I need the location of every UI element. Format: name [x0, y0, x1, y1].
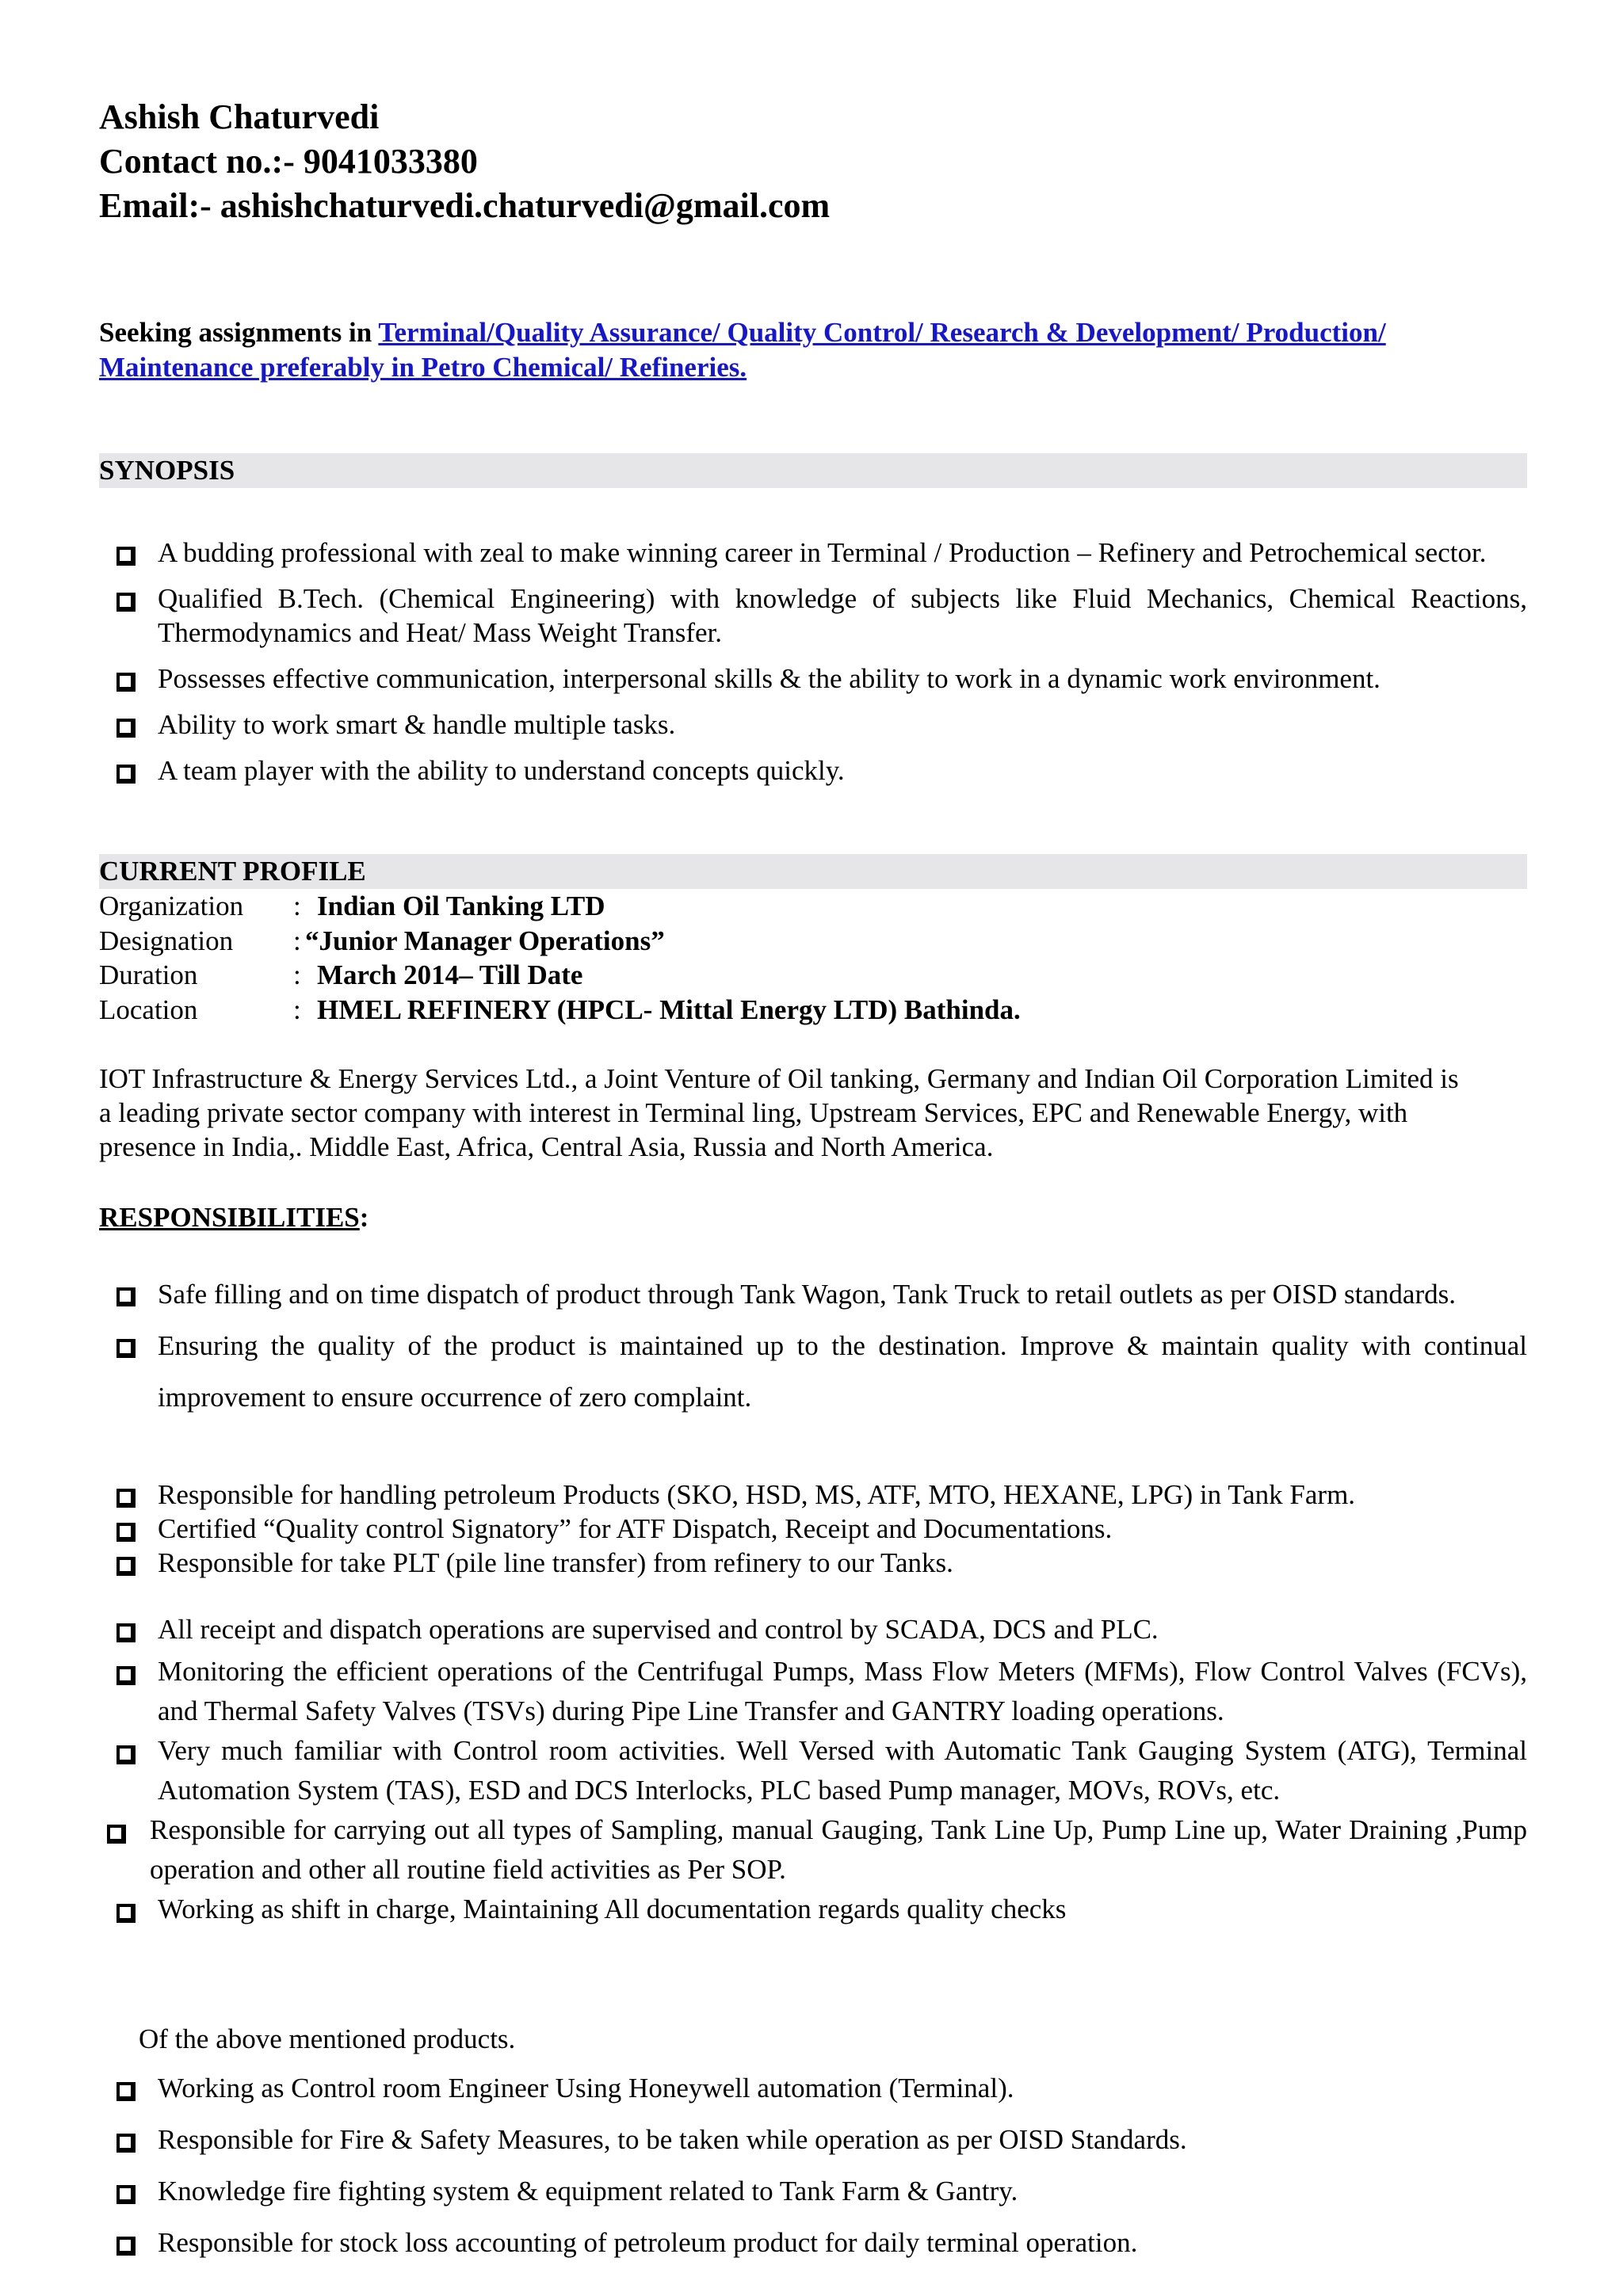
- seeking-prefix: Seeking assignments in: [99, 317, 379, 348]
- responsibilities-list-4: [99, 2071, 1527, 2260]
- responsibility-item: Safe filling and on time dispatch of product through Tank Wagon, Tank Truck to retail outlets as per OISD standards.: [99, 1268, 1527, 1320]
- checkbox-bullet-icon: [116, 1287, 136, 1306]
- checkbox-bullet-icon: [116, 1489, 136, 1508]
- checkbox-bullet-icon: [116, 765, 136, 784]
- responsibility-item: Responsible for handling petroleum Products (SKO, HSD, MS, ATF, MTO, HEXANE, LPG) in Tank Farm.: [99, 1478, 1527, 1512]
- current-profile-heading: CURRENT PROFILE: [99, 854, 1527, 889]
- contact-number: Contact no.:- 9041033380: [99, 142, 478, 181]
- responsibility-item: Very much familiar with Control room activities. Well Versed with Automatic Tank Gauging System (ATG), Terminal Automation System (TAS), ESD and DCS Interlocks, PLC based Pump manager, MOVs, ROVs, etc.: [99, 1731, 1527, 1810]
- synopsis-item: Qualified B.Tech. (Chemical Engineering) with knowledge of subjects like Fluid Mechanics, Chemical Reactions, Thermodynamics and Heat/ Mass Weight Transfer.: [99, 582, 1527, 650]
- checkbox-bullet-icon: [116, 1745, 136, 1764]
- synopsis-list: [99, 536, 1527, 788]
- responsibility-item: Responsible for stock loss accounting of petroleum product for daily terminal operation.: [99, 2225, 1527, 2260]
- checkbox-bullet-icon: [116, 2185, 136, 2204]
- synopsis-item: A team player with the ability to understand concepts quickly.: [99, 753, 1527, 788]
- synopsis-item: Ability to work smart & handle multiple tasks.: [99, 707, 1527, 742]
- responsibility-item: Working as shift in charge, Maintaining All documentation regards quality checks: [99, 1890, 1527, 1929]
- responsibility-item: Ensuring the quality of the product is maintained up to the destination. Improve & maintain quality with continual improvement to ensure occurrence of zero complaint.: [99, 1320, 1527, 1423]
- checkbox-bullet-icon: [116, 1339, 136, 1358]
- checkbox-bullet-icon: [116, 1557, 136, 1576]
- checkbox-bullet-icon: [116, 673, 136, 692]
- checkbox-bullet-icon: [116, 1623, 136, 1642]
- seeking-link-line2[interactable]: Maintenance preferably in Petro Chemical/ Refineries.: [99, 352, 747, 383]
- checkbox-bullet-icon: [116, 1523, 136, 1542]
- synopsis-heading: SYNOPSIS: [99, 453, 1527, 488]
- seeking-statement: [99, 315, 1527, 385]
- checkbox-bullet-icon: [116, 2237, 136, 2256]
- responsibility-continuation: Of the above mentioned products.: [139, 2023, 516, 2054]
- profile-row-organization: Organization : Indian Oil Tanking LTD: [99, 891, 605, 921]
- email-address: Email:- ashishchaturvedi.chaturvedi@gmail.com: [99, 186, 831, 225]
- checkbox-bullet-icon: [107, 1825, 126, 1844]
- synopsis-item: A budding professional with zeal to make winning career in Terminal / Production – Refinery and Petrochemical sector.: [99, 536, 1527, 570]
- profile-row-duration: Duration : March 2014– Till Date: [99, 959, 583, 990]
- responsibilities-list-1: [99, 1268, 1527, 1423]
- company-description: IOT Infrastructure & Energy Services Ltd., a Joint Venture of Oil tanking, Germany and Indian Oil Corporation Limited is a leading private sector company with interest in Terminal ling, Upstream Services, EPC and Renewable Energy, with presence in India,. Middle East, Africa, Central Asia, Russia and North America.: [99, 1063, 1459, 1162]
- checkbox-bullet-icon: [116, 547, 136, 566]
- checkbox-bullet-icon: [116, 719, 136, 738]
- responsibility-item: Working as Control room Engineer Using Honeywell automation (Terminal).: [99, 2071, 1527, 2105]
- responsibility-item: Knowledge fire fighting system & equipment related to Tank Farm & Gantry.: [99, 2174, 1527, 2208]
- checkbox-bullet-icon: [116, 1666, 136, 1685]
- checkbox-bullet-icon: [116, 593, 136, 612]
- seeking-link-line1[interactable]: Terminal/Quality Assurance/ Quality Control/ Research & Development/ Production/: [378, 317, 1386, 348]
- responsibility-item: Monitoring the efficient operations of the Centrifugal Pumps, Mass Flow Meters (MFMs), Flow Control Valves (FCVs), and Thermal Safety Valves (TSVs) during Pipe Line Transfer and GANTRY loading operations.: [99, 1652, 1527, 1731]
- responsibilities-list-2: [99, 1478, 1527, 1580]
- responsibility-item: Responsible for take PLT (pile line transfer) from refinery to our Tanks.: [99, 1546, 1527, 1580]
- checkbox-bullet-icon: [116, 2134, 136, 2153]
- synopsis-item: Possesses effective communication, interpersonal skills & the ability to work in a dynamic work environment.: [99, 662, 1527, 696]
- resume-header: [99, 95, 830, 228]
- checkbox-bullet-icon: [116, 2082, 136, 2101]
- responsibility-item: All receipt and dispatch operations are supervised and control by SCADA, DCS and PLC.: [99, 1612, 1527, 1646]
- profile-row-designation: Designation : “Junior Manager Operations”: [99, 925, 665, 956]
- candidate-name: Ashish Chaturvedi: [99, 97, 380, 136]
- profile-row-location: Location : HMEL REFINERY (HPCL- Mittal Energy LTD) Bathinda.: [99, 994, 1021, 1025]
- responsibilities-heading: RESPONSIBILITIES:: [99, 1202, 369, 1233]
- responsibility-item: Responsible for carrying out all types of Sampling, manual Gauging, Tank Line Up, Pump Line up, Water Draining ,Pump operation and other all routine field activities as Per SOP.: [99, 1810, 1527, 1890]
- responsibilities-list-3: [99, 1612, 1527, 1929]
- responsibility-item: Certified “Quality control Signatory” for ATF Dispatch, Receipt and Documentations.: [99, 1512, 1527, 1546]
- current-profile-table: [99, 889, 1021, 1027]
- checkbox-bullet-icon: [116, 1904, 136, 1923]
- responsibility-item: Responsible for Fire & Safety Measures, to be taken while operation as per OISD Standards.: [99, 2122, 1527, 2157]
